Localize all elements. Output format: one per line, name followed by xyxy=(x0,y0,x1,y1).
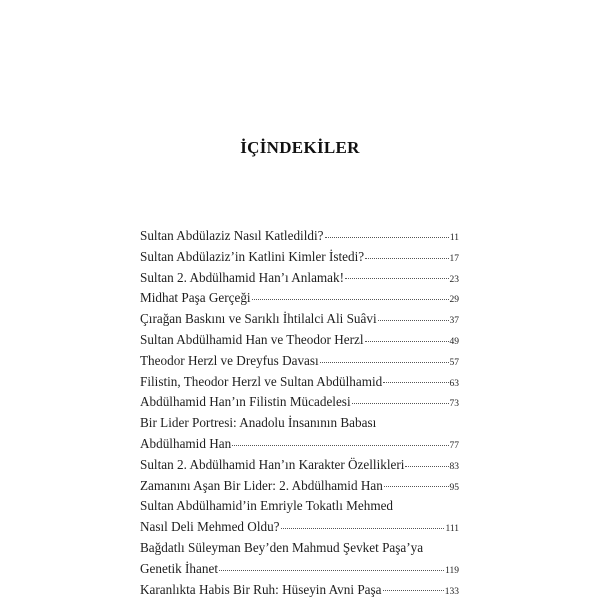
dot-leader xyxy=(320,361,449,363)
toc-entry[interactable] xyxy=(140,247,459,268)
page-title: İÇİNDEKİLER xyxy=(240,138,360,157)
toc-entry-title: Sultan Abdülaziz’in Katlini Kimler İstedi? xyxy=(140,248,365,264)
toc-entry-page: 29 xyxy=(449,295,459,306)
toc-entry-title: Çırağan Baskını ve Sarıklı İhtilalci Ali Suâvi xyxy=(140,311,377,327)
toc-entry-title: Zamanını Aşan Bir Lider: 2. Abdülhamid Han xyxy=(140,477,383,493)
toc-entry-title: Nasıl Deli Mehmed Oldu? xyxy=(140,519,280,535)
toc-entry-page: 49 xyxy=(449,336,459,347)
toc-entry-title: Abdülhamid Han’ın Filistin Mücadelesi xyxy=(140,394,351,410)
dot-leader xyxy=(383,589,444,591)
toc-entry-title: Sultan Abdülhamid Han ve Theodor Herzl xyxy=(140,331,364,347)
toc-entry-title: Bağdatlı Süleyman Bey’den Mahmud Şevket Paşa’ya xyxy=(140,539,424,555)
dot-leader xyxy=(345,277,448,279)
toc-entry[interactable] xyxy=(140,559,459,580)
toc-entry-page: 111 xyxy=(445,524,459,535)
dot-leader xyxy=(383,381,448,383)
toc-entry-title: Sultan Abdülaziz Nasıl Katledildi? xyxy=(140,228,324,243)
dot-leader xyxy=(378,319,449,321)
toc-entry-page: 17 xyxy=(449,253,459,264)
toc-entry-line1[interactable] xyxy=(140,413,459,434)
toc-entry-title: Sultan 2. Abdülhamid Han’ı Anlamak! xyxy=(140,269,345,285)
toc-entry[interactable] xyxy=(140,372,459,393)
toc-entry-title: Sultan 2. Abdülhamid Han’ın Karakter Özellikleri xyxy=(140,456,405,472)
toc-entry-title: Karanlıkta Habis Bir Ruh: Hüseyin Avni Paşa xyxy=(140,581,382,597)
toc-entry-line1[interactable] xyxy=(140,496,459,517)
toc-entry[interactable] xyxy=(140,434,459,455)
toc-entry-page: 83 xyxy=(449,461,459,472)
toc-entry-page: 77 xyxy=(449,440,459,451)
toc-entry-title: Genetik İhanet xyxy=(140,560,218,576)
toc-entry-title: Filistin, Theodor Herzl ve Sultan Abdülhamid xyxy=(140,373,383,389)
toc-entry[interactable] xyxy=(140,268,459,289)
toc-entry-page: 95 xyxy=(449,482,459,493)
toc-entry-title: Midhat Paşa Gerçeği xyxy=(140,290,251,306)
dot-leader xyxy=(281,527,445,529)
toc-entry[interactable] xyxy=(140,309,459,330)
toc-entry-title: Theodor Herzl ve Dreyfus Davası xyxy=(140,352,319,368)
toc-entry-title: Bir Lider Portresi: Anadolu İnsanının Babası xyxy=(140,415,377,431)
toc-entry-title: Sultan Abdülhamid’in Emriyle Tokatlı Mehmed xyxy=(140,498,394,514)
dot-leader xyxy=(384,485,449,487)
toc-entry[interactable] xyxy=(140,517,459,538)
toc-entry-page: 11 xyxy=(449,233,459,243)
dot-leader xyxy=(325,236,449,238)
toc-entry-title: Abdülhamid Han xyxy=(140,435,232,451)
toc-entry[interactable] xyxy=(140,288,459,309)
toc-entry[interactable] xyxy=(140,476,459,497)
dot-leader xyxy=(405,465,448,467)
dot-leader xyxy=(365,257,448,259)
toc-entry-line1[interactable] xyxy=(140,538,459,559)
dot-leader xyxy=(219,569,444,571)
toc-entry-page: 63 xyxy=(449,378,459,389)
toc-entry[interactable] xyxy=(140,351,459,372)
toc-entry-page: 37 xyxy=(449,316,459,327)
toc-entry-page: 119 xyxy=(445,565,459,576)
toc-entry-page: 73 xyxy=(449,399,459,410)
dot-leader xyxy=(252,298,449,300)
toc-entry[interactable] xyxy=(140,455,459,476)
dot-leader xyxy=(365,340,449,342)
toc-entry[interactable] xyxy=(140,580,459,601)
toc-entry-page: 57 xyxy=(449,357,459,368)
toc-entry-page: 23 xyxy=(449,274,459,285)
toc-entry[interactable] xyxy=(140,330,459,351)
dot-leader xyxy=(232,444,448,446)
toc-entry[interactable] xyxy=(140,392,459,413)
toc-entry-page: 133 xyxy=(444,586,459,597)
table-of-contents xyxy=(140,226,459,600)
dot-leader xyxy=(352,402,449,404)
toc-entry[interactable] xyxy=(140,226,459,247)
